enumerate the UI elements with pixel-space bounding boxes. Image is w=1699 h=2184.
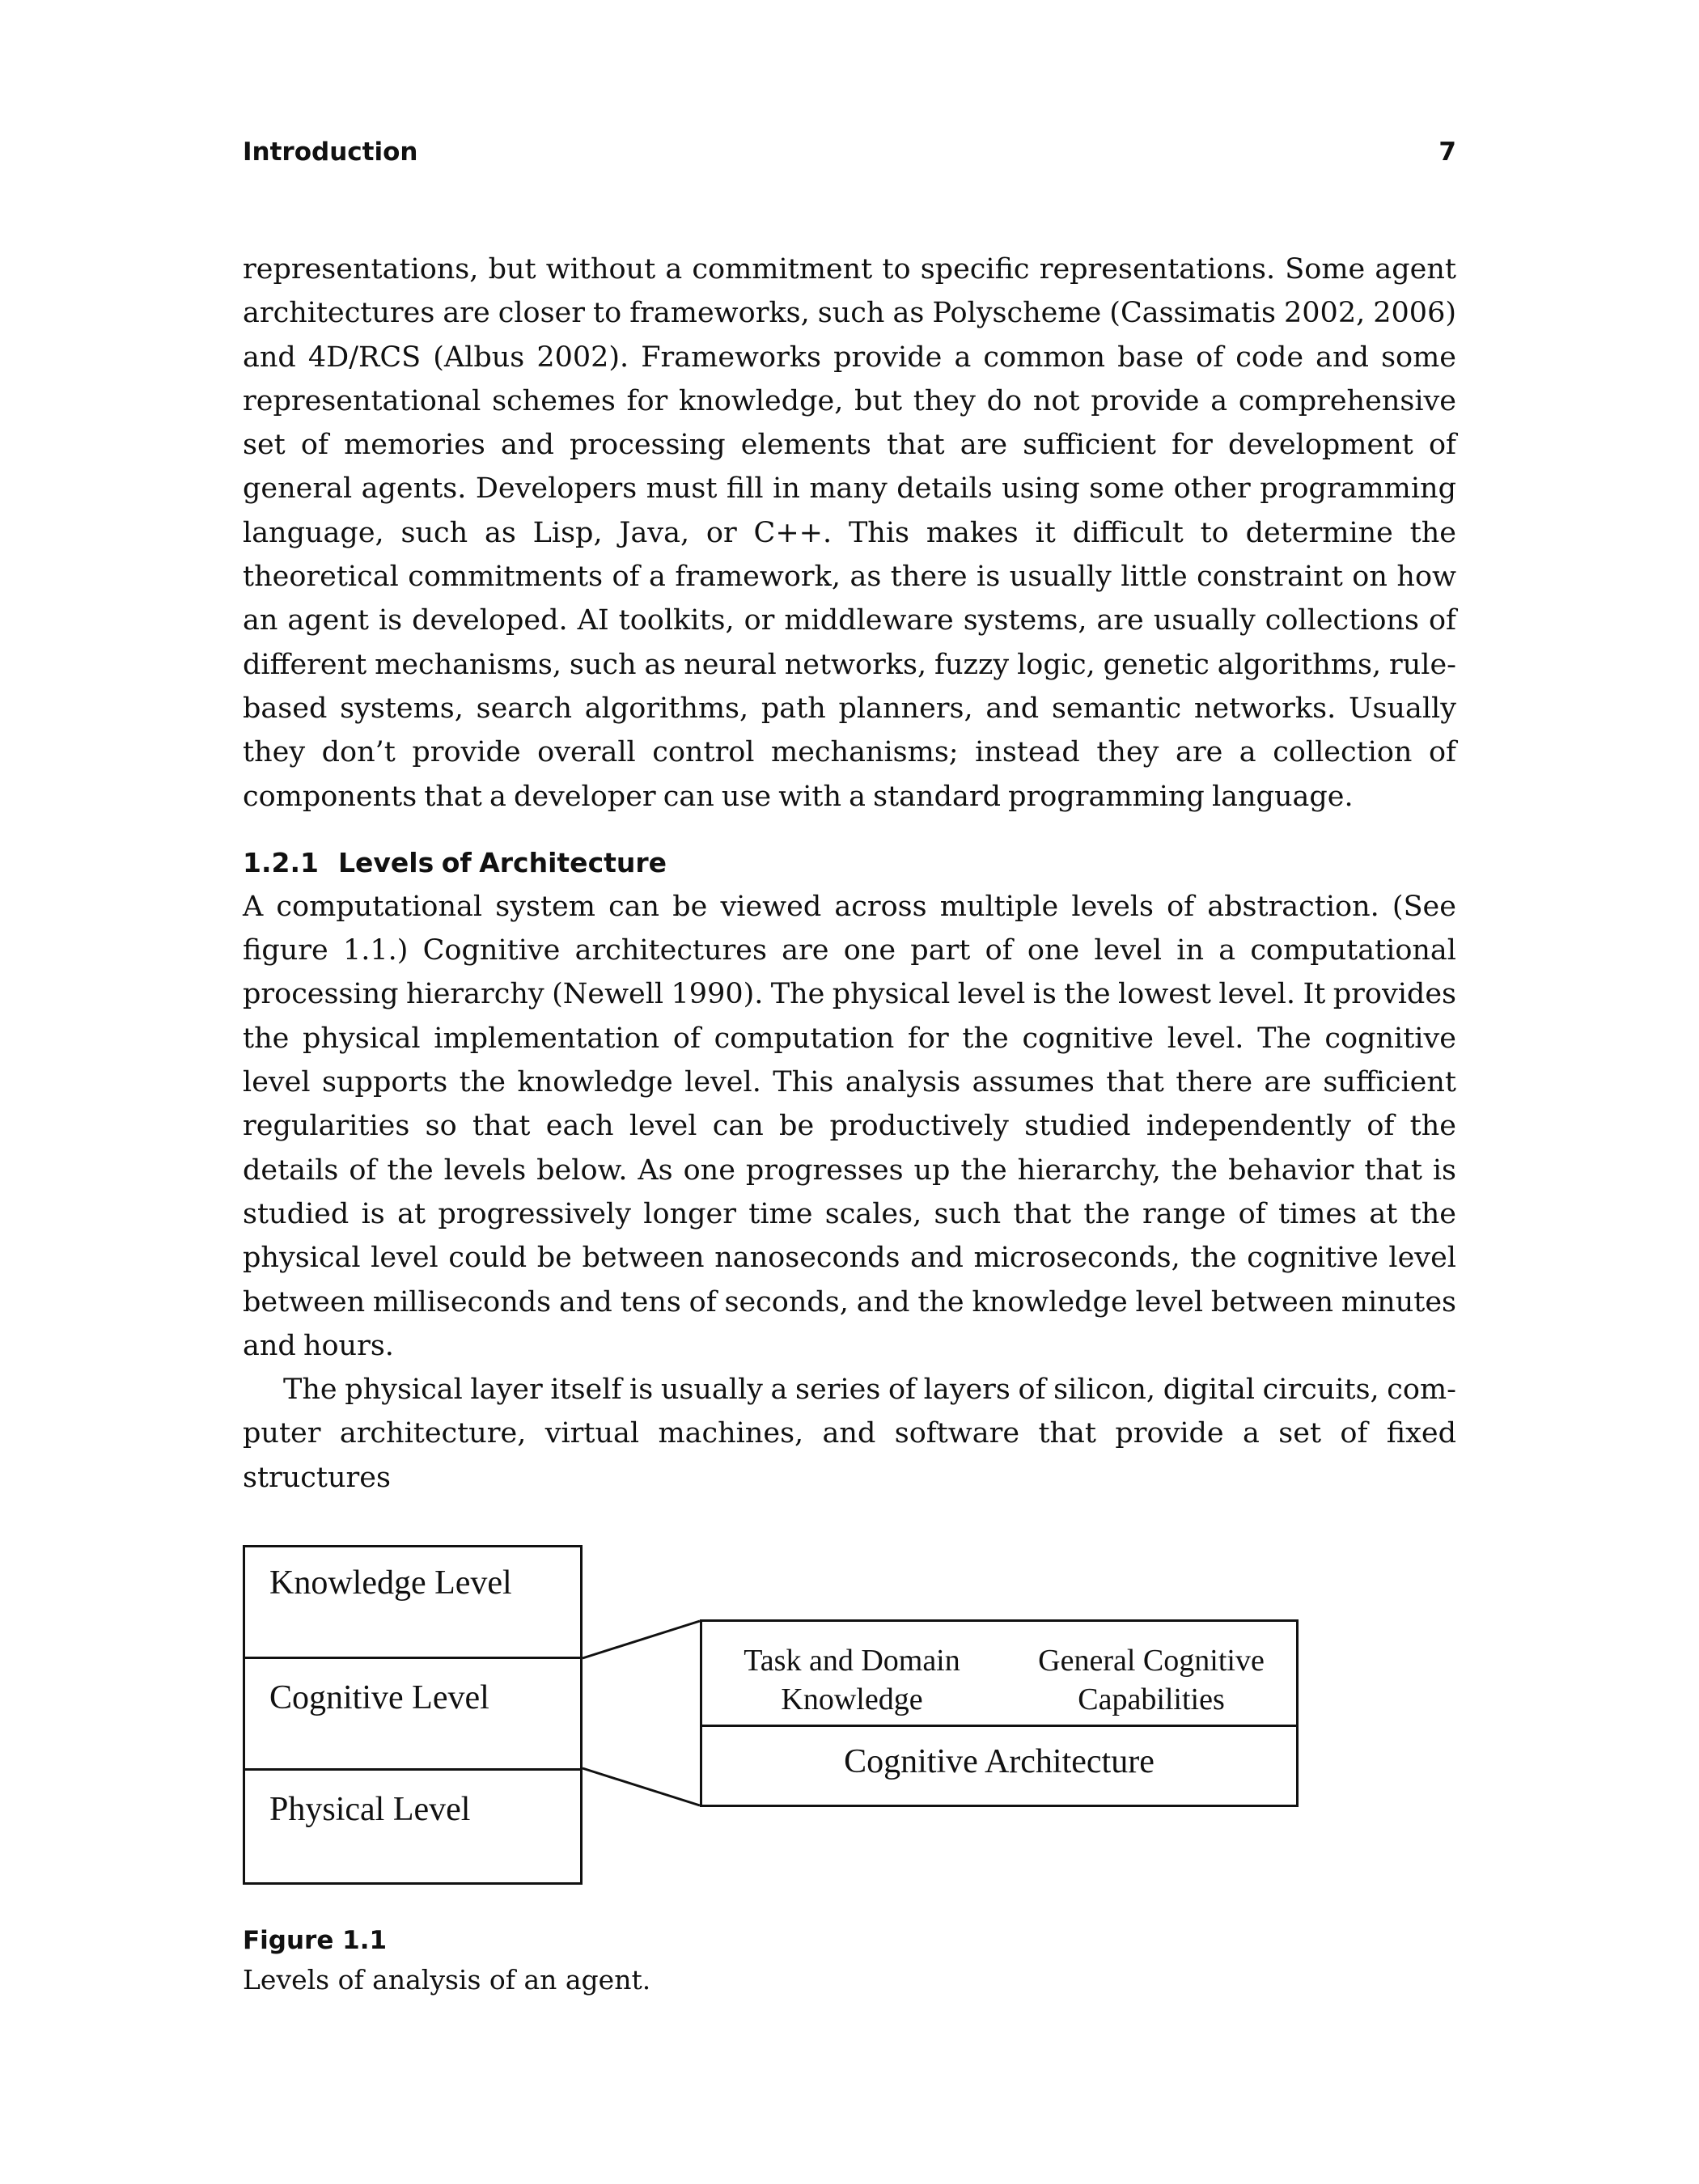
cognitive-architecture-label: Cognitive Architecture — [844, 1743, 1155, 1780]
arch-top-row — [702, 1622, 1296, 1727]
knowledge-level-box: Knowledge Level — [245, 1547, 580, 1659]
general-cognitive-line1: General Cognitive — [1038, 1644, 1265, 1678]
general-cognitive-capabilities-cell — [1002, 1641, 1301, 1719]
physical-level-box: Physical Level — [269, 1791, 471, 1828]
general-cognitive-line2: Capabilities — [1078, 1682, 1225, 1716]
paragraph-levels: A computational system can be viewed across multiple levels of abstraction. (See figure 1.1.) Cognitive architectures are one part of one level in a computational processing hierarchy (Newell 1990). The physical level is the lowest level. It provides the physical implementation of computation for the cognitive level. The cognitive level supports the knowledge level. This analysis assumes that there are sufficient regularities so that each level can be productively studied independently of the details of the levels below. As one progresses up the hierarchy, the behavior that is studied is at progressively longer time scales, such that the range of times at the physical level could be between nanoseconds and microseconds, the cognitive level between milliseconds and tens of seconds, and the knowledge level between minutes and hours. — [243, 890, 1456, 1362]
paragraph-physical-layer: The physical layer itself is usually a series of layers of silicon, digital circuits, computer architecture, virtual machines, and software that provide a set of fixed structures — [243, 1373, 1456, 1494]
figure-caption-label: Figure 1.1 — [243, 1926, 388, 1955]
task-domain-knowledge-cell — [702, 1641, 1002, 1719]
connector-upper-line — [583, 1621, 700, 1658]
level-stack — [243, 1545, 583, 1885]
section-number: 1.2.1 — [243, 846, 319, 878]
running-head — [243, 134, 1456, 170]
task-domain-line2: Knowledge — [781, 1682, 923, 1716]
page-number: 7 — [1438, 138, 1456, 167]
figure-caption-text: Levels of analysis of an agent. — [243, 1964, 651, 1996]
cognitive-level-box: Cognitive Level — [245, 1659, 580, 1771]
connector-lower-line — [583, 1768, 700, 1805]
figure-levels-diagram — [243, 1545, 1392, 1901]
figure-caption — [243, 1921, 1456, 2000]
paragraph-intro: representations, but without a commitment to specific representations. Some agent architectures are closer to frameworks, such as Polyscheme (Cassimatis 2002, 2006) and 4D/RCS (Albus 2002). Frameworks provide a common base of code and some representational schemes for knowledge, but they do not provide a comprehensive set of memories and processing elements that are sufficient for development of general agents. Developers must fill in many details using some other programming language, such as Lisp, Java, or C++. This makes it difficult to determine the theoretical commitments of a framework, as there is usually little constraint on how an agent is developed. AI toolkits, or middleware systems, are usually collections of different mechanisms, such as neural networks, fuzzy logic, genetic algorithms, rule-based systems, search algorithms, path planners, and semantic networks. Usually they don’t provide overall control mechanisms; instead they are a collection of components that a developer can use with a standard programming language. — [243, 253, 1456, 813]
section-title: Levels of Architecture — [337, 846, 667, 878]
body-text — [243, 248, 1456, 1500]
cognitive-architecture-box — [700, 1619, 1299, 1807]
running-head-section: Introduction — [243, 138, 418, 167]
task-domain-line1: Task and Domain — [744, 1644, 960, 1678]
section-heading — [243, 841, 1456, 885]
